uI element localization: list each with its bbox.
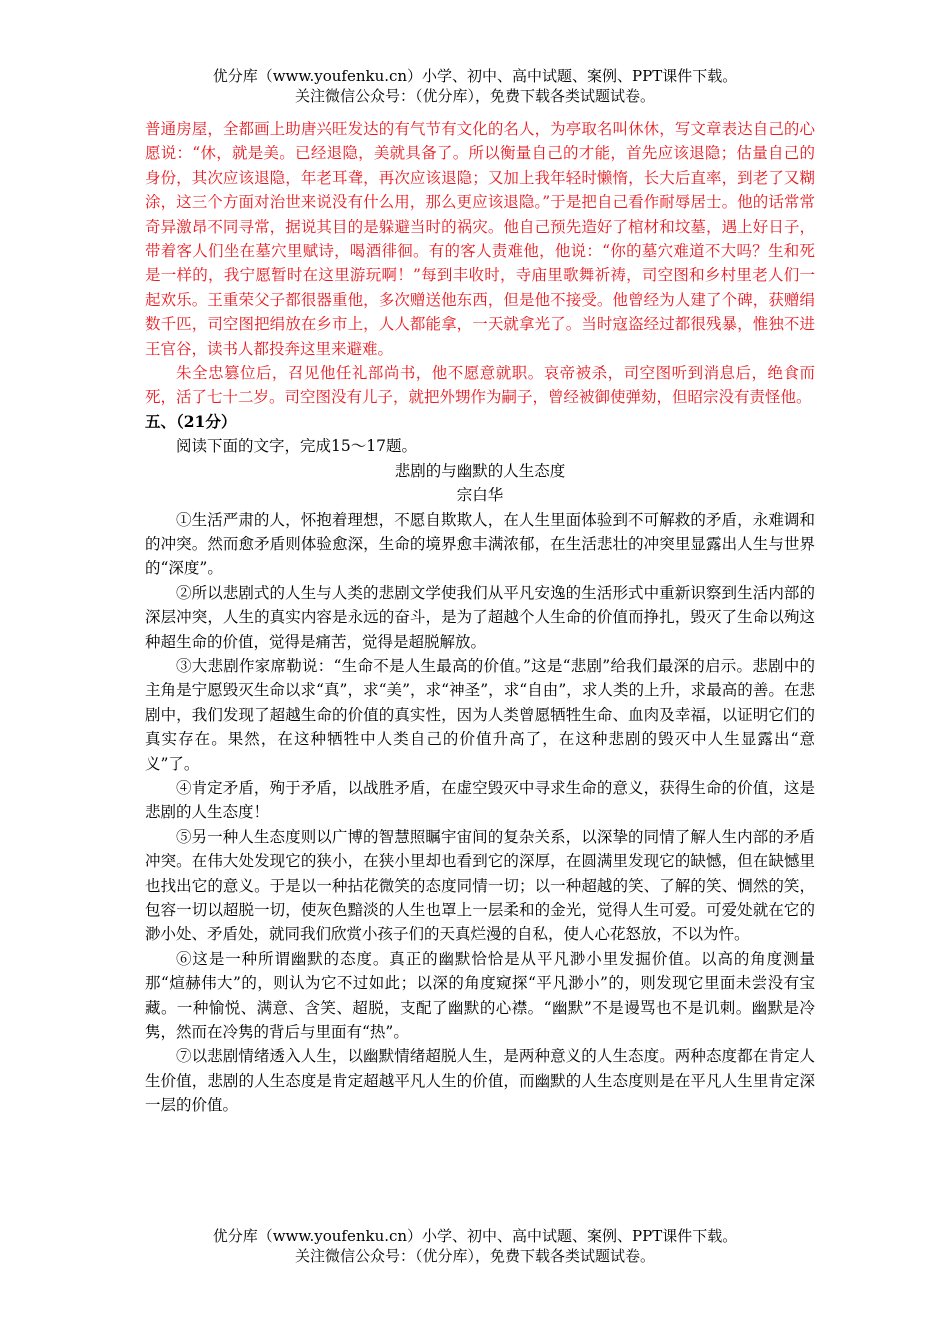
translation-paragraph-2: 朱全忠篡位后，召见他任礼部尚书，他不愿意就职。哀帝被杀，司空图听到消息后，绝食而死，活了七十二岁。司空图没有儿子，就把外甥作为嗣子，曾经被御使弹劾，但昭宗没有责怪他。: [145, 364, 815, 407]
article-paragraph-5: ⑤另一种人生态度则以广博的智慧照瞩宇宙间的复杂关系，以深挚的同情了解人生内部的矛盾冲突。在伟大处发现它的狭小，在狭小里却也看到它的深厚，在圆满里发现它的缺憾，但在缺憾里也找出它的意义。于是以一种拈花微笑的态度同情一切；以一种超越的笑、了解的笑、惆然的笑，包容一切以超脱一切，使灰色黯淡的人生也罩上一层柔和的金光，觉得人生可爱。可爱处就在它的渺小处、矛盾处，就同我们欣赏小孩子们的天真烂漫的自私，使人心花怒放，不以为忤。: [145, 827, 815, 944]
article-author: 宗白华: [456, 486, 504, 505]
article-title: 悲剧的与幽默的人生态度: [394, 461, 566, 480]
footer-line-1: 优分库（www.youfenku.cn）小学、初中、高中试题、案例、PPT课件下载。: [212, 1227, 738, 1245]
translation-block: [145, 117, 815, 410]
header-line-1: 优分库（www.youfenku.cn）小学、初中、高中试题、案例、PPT课件下载。: [212, 67, 738, 85]
article-paragraph-3: ③大悲剧作家席勒说：“生命不是人生最高的价值。”这是“悲剧”给我们最深的启示。悲剧中的主角是宁愿毁灭生命以求“真”，求“美”，求“神圣”，求“自由”，求人类的上升，求最高的善。在悲剧中，我们发现了超越生命的价值的真实性，因为人类曾愿牺牲生命、血肉及幸福，以证明它们的真实存在。果然，在这种牺牲中人类自己的价值升高了，在这种悲剧的毁灭中人生显露出“意义”了。: [145, 656, 815, 773]
page-footer: [0, 1226, 950, 1266]
article-paragraph-4: ④肯定矛盾，殉于矛盾，以战胜矛盾，在虚空毁灭中寻求生命的意义，获得生命的价值，这是悲剧的人生态度！: [145, 778, 815, 822]
article-paragraph-1: ①生活严肃的人，怀抱着理想，不愿自欺欺人，在人生里面体验到不可解救的矛盾，永难调和的冲突。然而愈矛盾则体验愈深，生命的境界愈丰满浓郁，在生活悲壮的冲突里显露出人生与世界的“深度”。: [145, 510, 815, 578]
page-content: [145, 117, 815, 1118]
article-paragraph-2: ②所以悲剧式的人生与人类的悲剧文学使我们从平凡安逸的生活形式中重新识察到生活内部的深层冲突，人生的真实内容是永远的奋斗，是为了超越个人生命的价值而挣扎，毁灭了生命以殉这种超生命的价值，觉得是痛苦，觉得是超脱解放。: [145, 583, 815, 651]
article-paragraph-7: ⑦以悲剧情绪透入人生，以幽默情绪超脱人生，是两种意义的人生态度。两种态度都在肯定人生价值，悲剧的人生态度是肯定超越平凡人生的价值，而幽默的人生态度则是在平凡人生里肯定深一层的价值。: [145, 1047, 815, 1115]
footer-line-2: 关注微信公众号：（优分库），免费下载各类试题试卷。: [294, 1247, 655, 1265]
page-header: [0, 66, 950, 106]
section-heading: 五、（21分）: [145, 411, 237, 431]
translation-paragraph-1: 普通房屋，全都画上助唐兴旺发达的有气节有文化的名人，为亭取名叫休休，写文章表达自己的心愿说：“休，就是美。已经退隐，美就具备了。所以衡量自己的才能，首先应该退隐；估量自己的身份，其次应该退隐，年老耳聋，再次应该退隐；又加上我年轻时懒惰，长大后直率，到老了又糊涂，这三个方面对治世来说没有什么用，那么更应该退隐。”于是把自己看作耐辱居士。他的话常常奇异激昂不同寻常，据说其目的是躲避当时的祸灾。他自己预先造好了棺材和坟墓，遇上好日子，带着客人们坐在墓穴里赋诗，喝酒徘徊。有的客人责难他，他说：“你的墓穴难道不大吗？生和死是一样的，我宁愿暂时在这里游玩啊！”每到丰收时，寺庙里歌舞祈祷，司空图和乡村里老人们一起欢乐。王重荣父子都很器重他，多次赠送他东西，但是他不接受。他曾经为人建了个碑，获赠绢数千匹，司空图把绢放在乡市上，人人都能拿，一天就拿光了。当时寇盗经过都很残暴，惟独不进王官谷，读书人都投奔这里来避难。: [145, 120, 815, 358]
header-line-2: 关注微信公众号：（优分库），免费下载各类试题试卷。: [294, 87, 655, 105]
section-instruction: 阅读下面的文字，完成15～17题。: [176, 437, 417, 456]
article-paragraph-6: ⑥这是一种所谓幽默的态度。真正的幽默恰恰是从平凡渺小里发掘价值。以高的角度测量那“煊赫伟大”的，则认为它不过如此；以深的角度窥探“平凡渺小”的，则发现它里面未尝没有宝藏。一种愉悦、满意、含笑、超脱，支配了幽默的心襟。“幽默”不是谩骂也不是讥刺。幽默是冷隽，然而在冷隽的背后与里面有“热”。: [145, 949, 815, 1042]
